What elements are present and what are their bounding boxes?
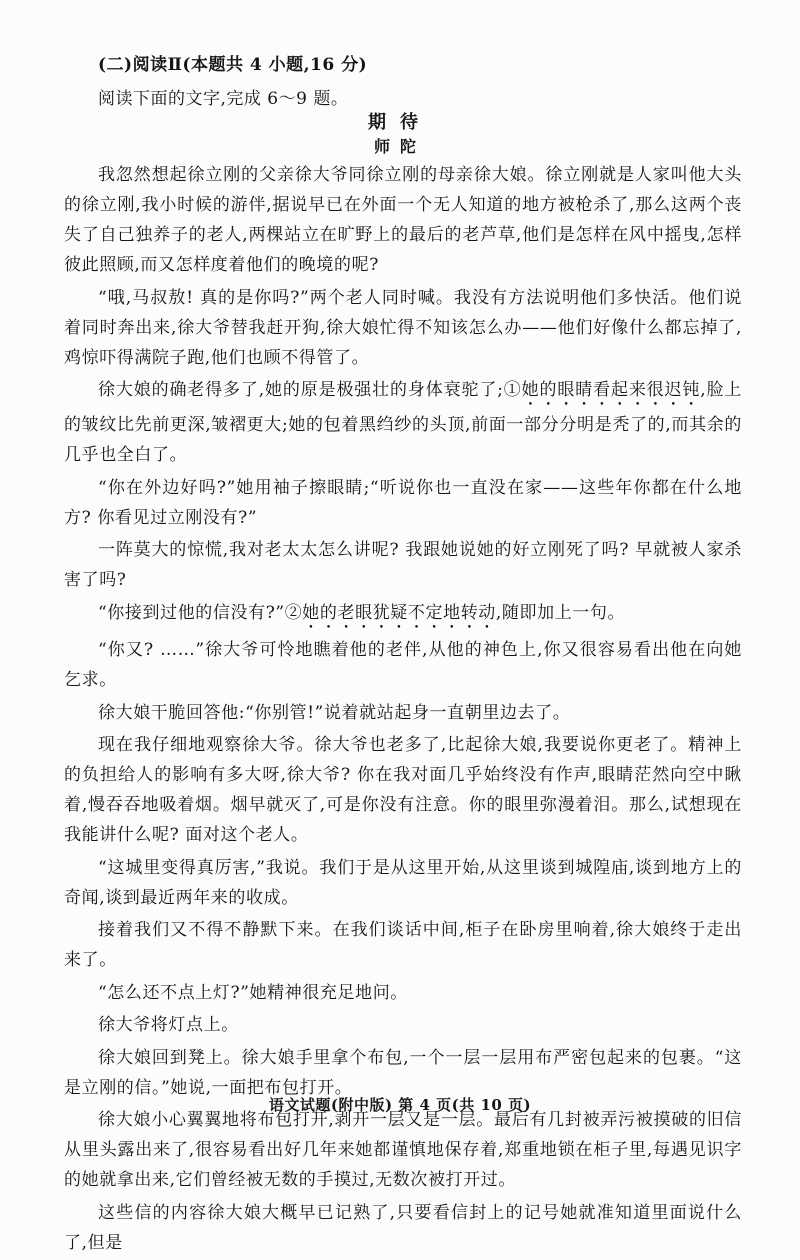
reading-instruction: 阅读下面的文字,完成 6～9 题。 [98,89,349,109]
paragraph: 现在我仔细地观察徐大爷。徐大爷也老多了,比起徐大娘,我要说你更老了。精神上的负担给人的影响有多大呀,徐大爷? 你在我对面几乎始终没有作声,眼睛茫然向空中瞅着,慢吞吞地吸着烟。烟早就灭了,可是你没有注意。你的眼里弥漫着泪。那么,试想现在我能讲什么呢? 面对这个老人。 [64,735,742,845]
paragraph: 徐大娘回到凳上。徐大娘手里拿个布包,一个一层一层用布严密包起来的包裹。“这是立刚的信。”她说,一面把布包打开。 [64,1047,742,1098]
paragraph [64,375,742,470]
marked-sentence-1: 她的眼睛看起来很迟钝 [521,380,701,400]
page-footer: 语文试题(附中版) 第 4 页(共 10 页) [268,1096,532,1114]
story-author: 师陀 [373,137,426,156]
paragraph: 接着我们又不得不静默下来。在我们谈话中间,柜子在卧房里响着,徐大娘终于走出来了。 [64,920,742,970]
paragraph: 徐大娘小心翼翼地将布包打开,剥开一层又是一层。最后有几封被弄污被摸破的旧信从里头露出来了,很容易看出好几年来她都谨慎地保存着,郑重地锁在柜子里,每遇见识字的她就拿出来,它们曾经被无数的手摸过,无数次被打开过。 [64,1110,742,1190]
paragraph: “你在外边好吗?”她用袖子擦眼睛;“听说你也一直没在家——这些年你都在什么地方? 你看见过立刚没有?” [64,477,742,528]
paragraph-text: “你接到过他的信没有?”② [98,602,303,623]
paragraph: 这些信的内容徐大娘大概早已记熟了,只要看信封上的记号她就准知道里面说什么了,但是 [64,1202,742,1253]
section-heading: (二)阅读Ⅱ(本题共 4 小题,16 分) [98,55,368,75]
marked-sentence-2: 她的老眼犹疑不定地转动 [302,602,496,623]
paragraph-text: ,脸上的皱纹比先前更深,皱褶更大;她的包着黑绉纱的头顶,前面一部分分明是秃了的,而其余的几乎也全白了。 [64,380,742,465]
paragraph [64,598,742,633]
story-title: 期待 [368,112,432,133]
paragraph: 一阵莫大的惊慌,我对老太太怎么讲呢? 我跟她说她的好立刚死了吗? 早就被人家杀害了吗? [64,540,742,590]
paragraph: “怎么还不点上灯?”她精神很充足地问。 [98,982,408,1003]
paragraph-text: ,随即加上一句。 [495,602,626,623]
paragraph: “这城里变得真厉害,”我说。我们于是从这里开始,从这里谈到城隍庙,谈到地方上的奇闻,谈到最近两年来的收成。 [64,857,742,908]
paragraph: 我忽然想起徐立刚的父亲徐大爷同徐立刚的母亲徐大娘。徐立刚就是人家叫他大头的徐立刚,我小时候的游伴,据说早已在外面一个无人知道的地方被枪杀了,那么这两个丧失了自己独养子的老人,两棵站立在旷野上的最后的老芦草,他们是怎样在风中摇曳,怎样彼此照顾,而又怎样度着他们的晚境的呢? [64,165,742,275]
paragraph: “哦,马叔敖! 真的是你吗?”两个老人同时喊。我没有方法说明他们多快活。他们说着同时奔出来,徐大爷替我赶开狗,徐大娘忙得不知该怎么办——他们好像什么都忘掉了,鸡惊吓得满院子跑,他们也顾不得管了。 [64,287,742,368]
paragraph-text: 徐大娘的确老得多了,她的原是极强壮的身体衰驼了;① [98,380,522,400]
paragraph: 徐大娘干脆回答他:“你别管!”说着就站起身一直朝里边去了。 [98,702,571,723]
paragraph: “你又? ……”徐大爷可怜地瞧着他的老伴,从他的神色上,你又很容易看出他在向她乞求。 [64,640,742,690]
paragraph: 徐大爷将灯点上。 [98,1015,239,1035]
